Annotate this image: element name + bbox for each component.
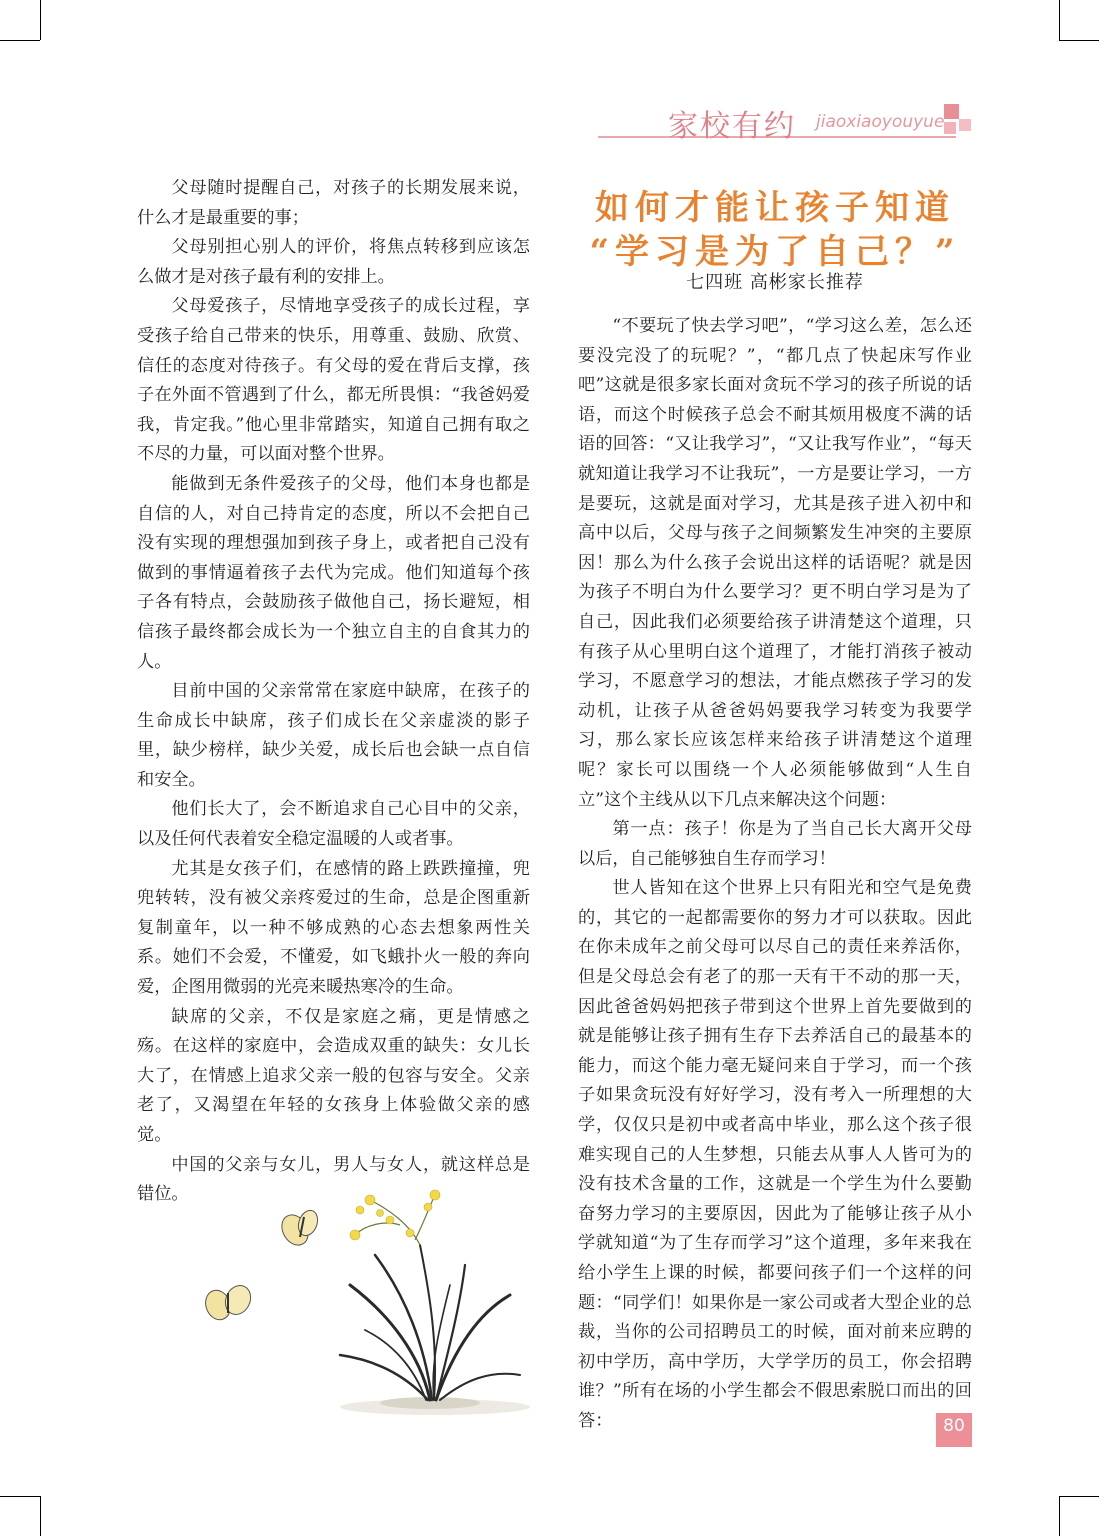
paragraph: 能做到无条件爱孩子的父母，他们本身也都是自信的人，对自己持肯定的态度，所以不会把自己没有实现的理想强加到孩子身上，或者把自己没有做到的事情逼着孩子去代为完成。他们知道每个孩子各有特点，会鼓励孩子做他自己，扬长避短，相信孩子最终都会成长为一个独立自主的自食其力的人。 (137, 473, 530, 672)
crop-mark (0, 1496, 40, 1497)
article-author: 七四班 高彬家长推荐 (686, 272, 864, 293)
left-column (137, 174, 530, 1210)
article-title-line1: 如何才能让孩子知道 (595, 188, 955, 228)
paragraph: 父母爱孩子，尽情地享受孩子的成长过程，享受孩子给自己带来的快乐，用尊重、鼓励、欣赏、信任的态度对待孩子。有父母的爱在背后支撑，孩子在外面不管遇到了什么，都无所畏惧：“我爸妈爱我，肯定我。”他心里非常踏实，知道自己拥有取之不尽的力量，可以面对整个世界。 (137, 296, 530, 465)
paragraph: 他们长大了，会不断追求自己心目中的父亲，以及任何代表着安全稳定温暖的人或者事。 (137, 799, 530, 850)
article-title-line2: “学习是为了自己？” (589, 232, 961, 272)
crop-mark (40, 1496, 41, 1536)
orchid-butterfly-illustration (190, 1185, 530, 1425)
right-column (578, 312, 972, 1437)
paragraph: 世人皆知在这个世界上只有阳光和空气是免费的，其它的一起都需要你的努力才可以获取。因此在你未成年之前父母可以尽自己的责任来养活你，但是父母总会有老了的那一天有干不动的那一天，因此爸爸妈妈把孩子带到这个世界上首先要做到的就是能够让孩子拥有生存下去养活自己的最基本的能力，而这个能力毫无疑问来自于学习，而一个孩子如果贪玩没有好好学习，没有考入一所理想的大学，仅仅只是初中或者高中毕业，那么这个孩子很难实现自己的人生梦想，只能去从事人人皆可为的没有技术含量的工作，这就是一个学生为什么要勤奋努力学习的主要原因，因此为了能够让孩子从小学就知道“为了生存而学习”这个道理，多年来我在给小学生上课的时候，都要问孩子们一个这样的问题：“同学们！如果你是一家公司或者大型企业的总裁，当你的公司招聘员工的时候，面对前来应聘的初中学历，高中学历，大学学历的员工，你会招聘谁？”所有在场的小学生都会不假思索脱口而出的回答： (578, 878, 972, 1431)
paragraph: 父母随时提醒自己，对孩子的长期发展来说，什么才是最重要的事； (137, 178, 530, 228)
decor-square (944, 122, 956, 134)
paragraph: 中国的父亲与女儿，男人与女人，就这样总是错位。 (137, 1154, 530, 1205)
crop-mark (40, 0, 41, 40)
crop-mark (1059, 1496, 1060, 1536)
paragraph: 缺席的父亲，不仅是家庭之痛，更是情感之殇。在这样的家庭中，会造成双重的缺失：女儿长大了，在情感上追求父亲一般的包容与安全。父亲老了，又渴望在年轻的女孩身上体验做父亲的感觉。 (137, 1006, 530, 1145)
crop-mark (0, 40, 40, 41)
crop-mark (1059, 1496, 1099, 1497)
paragraph: 第一点：孩子！你是为了当自己长大离开父母以后，自己能够独自生存而学习！ (578, 819, 972, 869)
page-number: 80 (943, 1416, 965, 1436)
paragraph: 尤其是女孩子们，在感情的路上跌跌撞撞，兜兜转转，没有被父亲疼爱过的生命，总是企图重新复制童年，以一种不够成熟的心态去想象两性关系。她们不会爱，不懂爱，如飞蛾扑火一般的奔向爱，企图用微弱的光亮来暖热寒冷的生命。 (137, 858, 530, 998)
decor-square (944, 104, 959, 119)
butterfly-icon (277, 1208, 321, 1250)
butterfly-icon (202, 1281, 256, 1323)
paragraph: 父母别担心别人的评价，将焦点转移到应该怎么做才是对孩子最有利的安排上。 (137, 237, 530, 287)
decor-square (959, 119, 971, 131)
paragraph: 目前中国的父亲常常在家庭中缺席，在孩子的生命成长中缺席，孩子们成长在父亲虚淡的影子里，缺少榜样，缺少关爱，成长后也会缺一点自信和安全。 (137, 681, 530, 790)
crop-mark (1059, 40, 1099, 41)
paragraph: “不要玩了快去学习吧”，“学习这么差，怎么还要没完没了的玩呢？”，“都几点了快起床写作业吧”这就是很多家长面对贪玩不学习的孩子所说的话语，而这个时候孩子总会不耐其烦用极度不满的话语的回答：“又让我学习”，“又让我写作业”，“每天就知道让我学习不让我玩”，一方是要让学习，一方是要玩，这就是面对学习，尤其是孩子进入初中和高中以后，父母与孩子之间频繁发生冲突的主要原因！那么为什么孩子会说出这样的话语呢？就是因为孩子不明白为什么要学习？更不明白学习是为了自己，因此我们必须要给孩子讲清楚这个道理，只有孩子从心里明白这个道理了，才能打消孩子被动学习，不愿意学习的想法，才能点燃孩子学习的发动机，让孩子从爸爸妈妈要我学习转变为我要学习，那么家长应该怎样来给孩子讲清楚这个道理呢？家长可以围绕一个人必须能够做到“人生自立”这个主线从以下几点来解决这个问题： (578, 316, 972, 810)
section-title: 家校有约 (668, 109, 796, 144)
crop-mark (1059, 0, 1060, 40)
section-pinyin: jiaoxiaoyouyue (816, 112, 945, 132)
